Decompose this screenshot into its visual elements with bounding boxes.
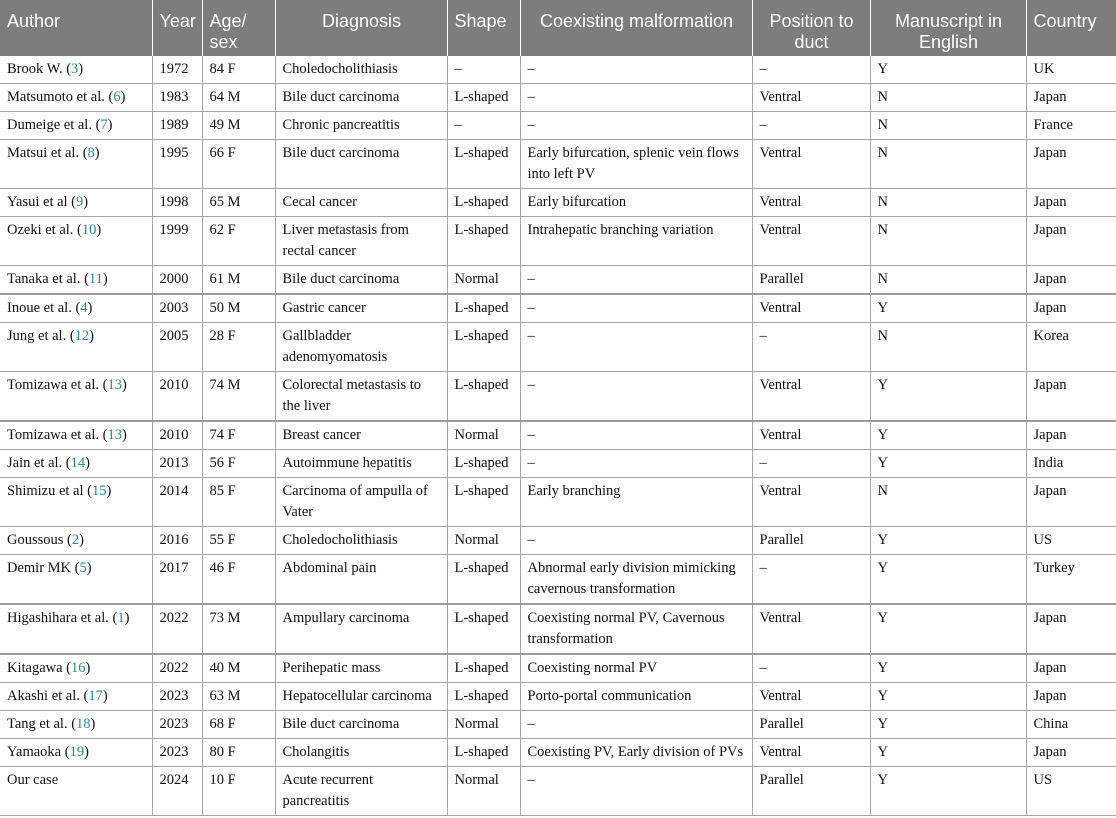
cell-author (0, 84, 152, 112)
reference-close: ) (79, 532, 84, 548)
cell-english: Y (870, 555, 1026, 605)
author-name: Goussous ( (7, 532, 72, 548)
reference-close: ) (94, 145, 100, 161)
author-name: Jung et al. ( (7, 328, 75, 344)
reference-link[interactable]: 1 (117, 610, 125, 626)
cell-position: Ventral (752, 217, 870, 266)
cell-author (0, 478, 152, 527)
cell-country: US (1026, 527, 1116, 555)
cell-author (0, 294, 152, 323)
author-name: Tomizawa et al. ( (7, 427, 108, 443)
cell-diagnosis: Colorectal metastasis to the liver (275, 372, 447, 422)
table-row (0, 739, 1116, 767)
cell-shape: L-shaped (447, 217, 520, 266)
cell-english: Y (870, 56, 1026, 84)
cell-country: Japan (1026, 189, 1116, 217)
table-row (0, 56, 1116, 84)
cell-shape: L-shaped (447, 84, 520, 112)
cell-position: – (752, 555, 870, 605)
cell-malformation: Porto-portal communication (520, 683, 752, 711)
cell-english: Y (870, 711, 1026, 739)
cell-country: Korea (1026, 323, 1116, 372)
cell-agesex: 74 M (202, 372, 275, 422)
cell-malformation: Coexisting PV, Early division of PVs (520, 739, 752, 767)
cell-agesex: 28 F (202, 323, 275, 372)
reference-link[interactable]: 16 (71, 660, 86, 676)
cell-year: 1995 (152, 140, 202, 189)
cell-year: 2016 (152, 527, 202, 555)
cell-country: Japan (1026, 654, 1116, 683)
cell-country: Turkey (1026, 555, 1116, 605)
cell-year: 2013 (152, 450, 202, 478)
header-year: Year (152, 0, 202, 56)
author-name: Demir MK ( (7, 560, 80, 576)
cell-malformation: – (520, 56, 752, 84)
author-name: Ozeki et al. ( (7, 222, 82, 238)
header-author: Author (0, 0, 152, 56)
cell-english: N (870, 140, 1026, 189)
cell-english: N (870, 189, 1026, 217)
table-row (0, 527, 1116, 555)
author-name: Our case (7, 772, 59, 788)
cell-position: Parallel (752, 527, 870, 555)
cell-author (0, 421, 152, 450)
table-row (0, 266, 1116, 295)
cell-year: 2014 (152, 478, 202, 527)
cell-country: Japan (1026, 140, 1116, 189)
cell-year: 1998 (152, 189, 202, 217)
cell-shape: L-shaped (447, 739, 520, 767)
cell-diagnosis: Hepatocellular carcinoma (275, 683, 447, 711)
cell-author (0, 711, 152, 739)
cell-country: Japan (1026, 739, 1116, 767)
reference-close: ) (78, 61, 84, 77)
cell-diagnosis: Bile duct carcinoma (275, 84, 447, 112)
cell-english: N (870, 84, 1026, 112)
cell-year: 2023 (152, 683, 202, 711)
cell-english: N (870, 112, 1026, 140)
table-body (0, 56, 1116, 816)
cell-shape: Normal (447, 421, 520, 450)
cell-diagnosis: Cholangitis (275, 739, 447, 767)
cell-author (0, 604, 152, 654)
cell-diagnosis: Ampullary carcinoma (275, 604, 447, 654)
cell-country: France (1026, 112, 1116, 140)
cell-country: Japan (1026, 217, 1116, 266)
cell-country: Japan (1026, 683, 1116, 711)
cell-author (0, 683, 152, 711)
reference-link[interactable]: 14 (70, 455, 86, 471)
cell-year: 2000 (152, 266, 202, 295)
cell-diagnosis: Carcinoma of ampulla of Vater (275, 478, 447, 527)
cell-position: Ventral (752, 683, 870, 711)
cell-english: Y (870, 654, 1026, 683)
header-country: Country (1026, 0, 1116, 56)
cell-diagnosis: Gastric cancer (275, 294, 447, 323)
author-name: Dumeige et al. ( (7, 117, 101, 133)
cell-year: 2022 (152, 654, 202, 683)
reference-link[interactable]: 8 (87, 145, 95, 161)
cell-author (0, 112, 152, 140)
table-row (0, 421, 1116, 450)
cell-english: N (870, 478, 1026, 527)
reference-close: ) (90, 716, 96, 732)
cell-country: China (1026, 711, 1116, 739)
cell-year: 2023 (152, 739, 202, 767)
author-name: Akashi et al. ( (7, 688, 89, 704)
cell-year: 1983 (152, 84, 202, 112)
cell-malformation: Abnormal early division mimicking cavernous transformation (520, 555, 752, 605)
cell-year: 2005 (152, 323, 202, 372)
cell-author (0, 140, 152, 189)
cell-position: Ventral (752, 421, 870, 450)
cell-malformation: – (520, 711, 752, 739)
cell-english: Y (870, 604, 1026, 654)
cell-country: Japan (1026, 478, 1116, 527)
cell-position: Ventral (752, 189, 870, 217)
reference-close: ) (87, 300, 93, 316)
cell-author (0, 323, 152, 372)
author-name: Higashihara et al. ( (7, 610, 118, 626)
reference-link[interactable]: 11 (88, 271, 103, 287)
cell-shape: L-shaped (447, 478, 520, 527)
table-row (0, 84, 1116, 112)
reference-close: ) (83, 194, 89, 210)
cell-malformation: Early branching (520, 478, 752, 527)
reference-link[interactable]: 13 (107, 377, 122, 393)
cell-malformation: – (520, 421, 752, 450)
header-row (0, 0, 1116, 56)
cell-country: Japan (1026, 421, 1116, 450)
cell-shape: Normal (447, 266, 520, 295)
cell-country: Japan (1026, 84, 1116, 112)
reference-link[interactable]: 13 (107, 427, 122, 443)
cell-shape: L-shaped (447, 654, 520, 683)
reference-link[interactable]: 17 (88, 688, 103, 704)
header-shape: Shape (447, 0, 520, 56)
cell-shape: – (447, 112, 520, 140)
author-name: Tang et al. ( (7, 716, 77, 732)
cell-malformation: – (520, 767, 752, 816)
cell-country: Japan (1026, 266, 1116, 295)
cell-agesex: 55 F (202, 527, 275, 555)
author-name: Shimizu et al ( (7, 483, 92, 499)
reference-close: ) (84, 744, 89, 760)
cell-year: 2003 (152, 294, 202, 323)
cell-english: Y (870, 421, 1026, 450)
cell-country: UK (1026, 56, 1116, 84)
cell-shape: L-shaped (447, 683, 520, 711)
cell-position: Parallel (752, 266, 870, 295)
cell-malformation: – (520, 323, 752, 372)
reference-link[interactable]: 7 (100, 117, 108, 133)
cell-english: N (870, 217, 1026, 266)
author-name: Tomizawa et al. ( (7, 377, 108, 393)
cell-position: – (752, 654, 870, 683)
cell-shape: Normal (447, 711, 520, 739)
table-row (0, 604, 1116, 654)
reference-close: ) (107, 117, 113, 133)
author-name: Yamaoka ( (7, 744, 70, 760)
author-name: Kitagawa ( (7, 660, 72, 676)
cell-country: India (1026, 450, 1116, 478)
table-row (0, 555, 1116, 605)
cell-country: US (1026, 767, 1116, 816)
reference-close: ) (124, 610, 130, 626)
cell-diagnosis: Chronic pancreatitis (275, 112, 447, 140)
header-manuscript-in-english: Manuscript in English (870, 0, 1026, 56)
reference-link[interactable]: 19 (69, 744, 85, 760)
cell-shape: Normal (447, 527, 520, 555)
cell-agesex: 46 F (202, 555, 275, 605)
table-row (0, 450, 1116, 478)
author-name: Tanaka et al. ( (7, 271, 89, 287)
reference-link[interactable]: 15 (91, 483, 107, 499)
cell-agesex: 49 M (202, 112, 275, 140)
cell-agesex: 68 F (202, 711, 275, 739)
reference-close: ) (121, 377, 127, 393)
table-row (0, 654, 1116, 683)
cell-agesex: 80 F (202, 739, 275, 767)
cell-english: Y (870, 294, 1026, 323)
author-name: Matsumoto et al. ( (7, 89, 114, 105)
table-row (0, 217, 1116, 266)
cell-diagnosis: Acute recurrent pancreatitis (275, 767, 447, 816)
cell-english: Y (870, 372, 1026, 422)
cell-diagnosis: Liver metastasis from rectal cancer (275, 217, 447, 266)
reference-close: ) (89, 328, 94, 344)
author-name: Brook W. ( (7, 61, 72, 77)
cell-shape: L-shaped (447, 604, 520, 654)
reference-close: ) (85, 660, 91, 676)
cell-position: Ventral (752, 604, 870, 654)
cell-author (0, 56, 152, 84)
cell-position: Parallel (752, 767, 870, 816)
cell-diagnosis: Bile duct carcinoma (275, 140, 447, 189)
cell-malformation: – (520, 112, 752, 140)
cell-year: 2010 (152, 421, 202, 450)
cell-position: Ventral (752, 478, 870, 527)
reference-link[interactable]: 12 (74, 328, 90, 344)
cell-agesex: 50 M (202, 294, 275, 323)
cell-position: Ventral (752, 294, 870, 323)
cell-shape: L-shaped (447, 555, 520, 605)
cell-position: – (752, 323, 870, 372)
cell-author (0, 739, 152, 767)
cell-year: 1989 (152, 112, 202, 140)
table-row (0, 140, 1116, 189)
cell-malformation: Coexisting normal PV, Cavernous transformation (520, 604, 752, 654)
reference-close: ) (102, 271, 108, 287)
cell-diagnosis: Choledocholithiasis (275, 527, 447, 555)
reference-link[interactable]: 3 (71, 61, 79, 77)
cell-shape: L-shaped (447, 323, 520, 372)
cell-shape: L-shaped (447, 189, 520, 217)
cell-author (0, 767, 152, 816)
cell-diagnosis: Perihepatic mass (275, 654, 447, 683)
cell-author (0, 189, 152, 217)
cell-year: 1972 (152, 56, 202, 84)
reference-link[interactable]: 18 (76, 716, 91, 732)
reference-close: ) (120, 89, 126, 105)
cell-agesex: 65 M (202, 189, 275, 217)
cell-position: Ventral (752, 140, 870, 189)
header-position-to-duct: Position to duct (752, 0, 870, 56)
table-row (0, 112, 1116, 140)
header-age-sex: Age/ sex (202, 0, 275, 56)
cell-year: 2023 (152, 711, 202, 739)
reference-close: ) (96, 222, 102, 238)
cell-shape: L-shaped (447, 372, 520, 422)
table-row (0, 711, 1116, 739)
cell-english: Y (870, 527, 1026, 555)
reference-link[interactable]: 2 (71, 532, 80, 548)
cell-agesex: 85 F (202, 478, 275, 527)
cell-shape: L-shaped (447, 450, 520, 478)
cell-author (0, 266, 152, 295)
cell-diagnosis: Gallbladder adenomyomatosis (275, 323, 447, 372)
author-name: Inoue et al. ( (7, 300, 81, 316)
cell-position: Parallel (752, 711, 870, 739)
cell-english: Y (870, 767, 1026, 816)
cell-agesex: 40 M (202, 654, 275, 683)
cell-malformation: Early bifurcation, splenic vein flows into left PV (520, 140, 752, 189)
cell-diagnosis: Breast cancer (275, 421, 447, 450)
cell-shape: – (447, 56, 520, 84)
cell-diagnosis: Bile duct carcinoma (275, 711, 447, 739)
cell-malformation: – (520, 266, 752, 295)
reference-link[interactable]: 5 (79, 560, 87, 576)
cell-year: 2010 (152, 372, 202, 422)
author-name: Matsui et al. ( (7, 145, 88, 161)
cell-malformation: – (520, 294, 752, 323)
cell-agesex: 74 F (202, 421, 275, 450)
cell-malformation: Coexisting normal PV (520, 654, 752, 683)
cell-position: Ventral (752, 739, 870, 767)
header-diagnosis: Diagnosis (275, 0, 447, 56)
author-name: Yasui et al ( (7, 194, 77, 210)
cell-author (0, 654, 152, 683)
cell-agesex: 64 M (202, 84, 275, 112)
cell-position: Ventral (752, 372, 870, 422)
cell-position: – (752, 112, 870, 140)
cell-agesex: 62 F (202, 217, 275, 266)
cell-agesex: 10 F (202, 767, 275, 816)
cell-position: – (752, 450, 870, 478)
cell-year: 1999 (152, 217, 202, 266)
cell-shape: L-shaped (447, 294, 520, 323)
cell-malformation: – (520, 450, 752, 478)
cell-year: 2024 (152, 767, 202, 816)
reference-link[interactable]: 10 (81, 222, 97, 238)
cell-english: N (870, 266, 1026, 295)
cell-english: Y (870, 450, 1026, 478)
table-row (0, 478, 1116, 527)
cell-malformation: Early bifurcation (520, 189, 752, 217)
cell-country: Japan (1026, 294, 1116, 323)
cell-agesex: 84 F (202, 56, 275, 84)
reference-close: ) (85, 455, 90, 471)
header-coexisting-malformation: Coexisting malformation (520, 0, 752, 56)
cell-malformation: – (520, 372, 752, 422)
cell-author (0, 527, 152, 555)
cell-agesex: 66 F (202, 140, 275, 189)
cell-year: 2022 (152, 604, 202, 654)
reference-link[interactable]: 4 (80, 300, 88, 316)
cell-diagnosis: Bile duct carcinoma (275, 266, 447, 295)
cell-diagnosis: Autoimmune hepatitis (275, 450, 447, 478)
cell-malformation: – (520, 527, 752, 555)
reference-close: ) (102, 688, 108, 704)
table-row (0, 767, 1116, 816)
cell-author (0, 217, 152, 266)
reference-close: ) (86, 560, 92, 576)
cell-country: Japan (1026, 604, 1116, 654)
table-row (0, 683, 1116, 711)
cell-author (0, 450, 152, 478)
cell-agesex: 61 M (202, 266, 275, 295)
cell-author (0, 555, 152, 605)
table-row (0, 189, 1116, 217)
cell-position: – (752, 56, 870, 84)
cell-english: N (870, 323, 1026, 372)
table-row (0, 323, 1116, 372)
table-row (0, 372, 1116, 422)
cell-shape: Normal (447, 767, 520, 816)
cell-year: 2017 (152, 555, 202, 605)
cell-diagnosis: Choledocholithiasis (275, 56, 447, 84)
cell-english: Y (870, 739, 1026, 767)
reference-link[interactable]: 6 (113, 89, 121, 105)
cell-position: Ventral (752, 84, 870, 112)
cell-diagnosis: Abdominal pain (275, 555, 447, 605)
cell-agesex: 56 F (202, 450, 275, 478)
cell-english: Y (870, 683, 1026, 711)
cell-country: Japan (1026, 372, 1116, 422)
cell-diagnosis: Cecal cancer (275, 189, 447, 217)
cell-agesex: 63 M (202, 683, 275, 711)
cell-malformation: – (520, 84, 752, 112)
cell-shape: L-shaped (447, 140, 520, 189)
author-name: Jain et al. ( (7, 455, 71, 471)
cell-author (0, 372, 152, 422)
cell-malformation: Intrahepatic branching variation (520, 217, 752, 266)
reference-close: ) (121, 427, 127, 443)
table-row (0, 294, 1116, 323)
reference-link[interactable]: 9 (76, 194, 84, 210)
reference-close: ) (106, 483, 112, 499)
cell-agesex: 73 M (202, 604, 275, 654)
